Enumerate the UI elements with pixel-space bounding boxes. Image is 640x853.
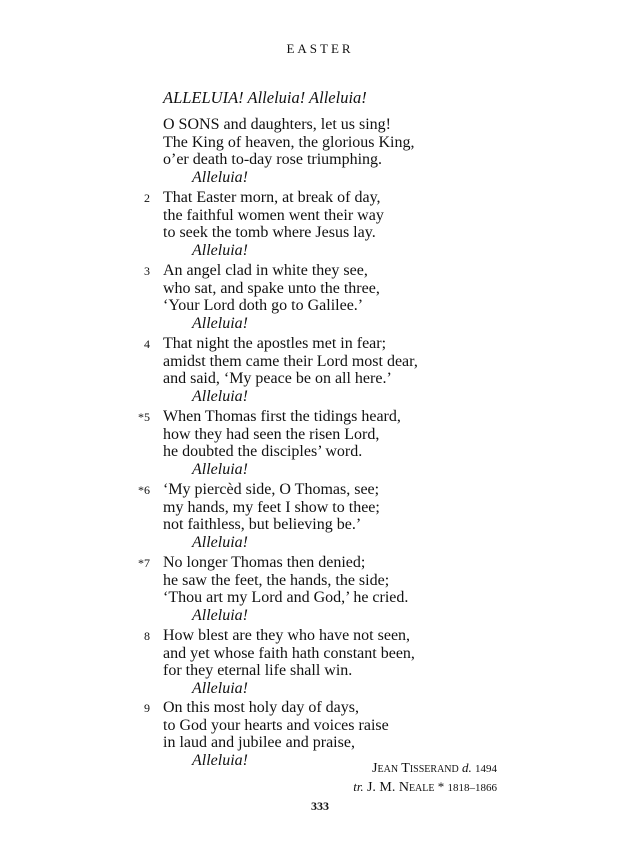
verse-number: 8 [144, 629, 150, 643]
verse-line: the faithful women went their way [163, 206, 384, 224]
translator-mark: * [437, 779, 445, 794]
page-number: 333 [311, 799, 329, 813]
verse-line: to seek the tomb where Jesus lay. [163, 224, 376, 241]
author-name: Jean Tisserand [372, 761, 459, 776]
verse-line: not faithless, but believing be.’ [163, 516, 362, 533]
verse-line: who sat, and spake unto the three, [163, 279, 380, 297]
refrain: ALLELUIA! Alleluia! Alleluia! [163, 88, 367, 107]
verse-line: amidst them came their Lord most dear, [163, 352, 418, 370]
verse-7 [138, 554, 409, 624]
verse-alleluia: Alleluia! [192, 751, 248, 769]
verse-number: 9 [144, 701, 150, 715]
verse-line: On this most holy day of days, [163, 699, 359, 716]
verse-line: for they eternal life shall win. [163, 662, 353, 679]
author-credit [353, 759, 497, 778]
verse-number: *5 [138, 410, 150, 424]
verse-alleluia: Alleluia! [192, 606, 248, 624]
verse-8 [144, 627, 415, 697]
verse-line: my hands, my feet I show to thee; [163, 498, 380, 516]
verse-line: How blest are they who have not seen, [163, 627, 411, 644]
verse-line: he saw the feet, the hands, the side; [163, 571, 390, 589]
translator-credit [353, 778, 497, 797]
page-header: EASTER [286, 41, 354, 56]
verse-2 [144, 189, 384, 259]
verse-3 [144, 262, 380, 332]
verse-line: An angel clad in white they see, [163, 262, 368, 279]
verse-number: 2 [144, 191, 150, 205]
verse-alleluia: Alleluia! [192, 460, 248, 478]
verse-number: 4 [144, 337, 150, 351]
verse-line: in laud and jubilee and praise, [163, 734, 355, 751]
verse-line: That night the apostles met in fear; [163, 335, 387, 352]
verse-line: to God your hearts and voices raise [163, 716, 389, 734]
verse-line: That Easter morn, at break of day, [163, 189, 381, 206]
translator-dates: 1818–1866 [447, 782, 497, 794]
verse-alleluia: Alleluia! [192, 168, 248, 186]
verse-line: O SONS and daughters, let us sing! [163, 116, 391, 133]
author-date: 1494 [475, 763, 497, 775]
verse-line: No longer Thomas then denied; [163, 554, 366, 571]
verse-line: ‘My piercèd side, O Thomas, see; [163, 481, 380, 498]
verse-6 [138, 481, 380, 551]
verse-line: o’er death to-day rose triumphing. [163, 151, 383, 168]
verse-number: *7 [138, 556, 150, 570]
verse-alleluia: Alleluia! [192, 533, 248, 551]
verse-4 [144, 335, 418, 405]
translator-prefix: tr. [353, 779, 364, 794]
verse-1 [163, 116, 415, 186]
verse-line: and yet whose faith hath constant been, [163, 644, 415, 662]
verse-line: and said, ‘My peace be on all here.’ [163, 370, 392, 387]
translator-name: J. M. Neale [366, 780, 435, 795]
verse-alleluia: Alleluia! [192, 314, 248, 332]
verse-line: ‘Thou art my Lord and God,’ he cried. [163, 589, 409, 606]
verse-line: how they had seen the risen Lord, [163, 425, 380, 443]
hymn-credits [353, 759, 497, 797]
verse-line: The King of heaven, the glorious King, [163, 133, 415, 151]
verse-number: *6 [138, 483, 150, 497]
verse-line: he doubted the disciples’ word. [163, 443, 363, 460]
verse-alleluia: Alleluia! [192, 387, 248, 405]
verse-number: 3 [144, 264, 150, 278]
verse-alleluia: Alleluia! [192, 679, 248, 697]
verse-alleluia: Alleluia! [192, 241, 248, 259]
verse-5 [138, 408, 401, 478]
verse-line: When Thomas first the tidings heard, [163, 408, 401, 425]
author-note: d. [462, 760, 472, 775]
verse-line: ‘Your Lord doth go to Galilee.’ [163, 297, 364, 314]
